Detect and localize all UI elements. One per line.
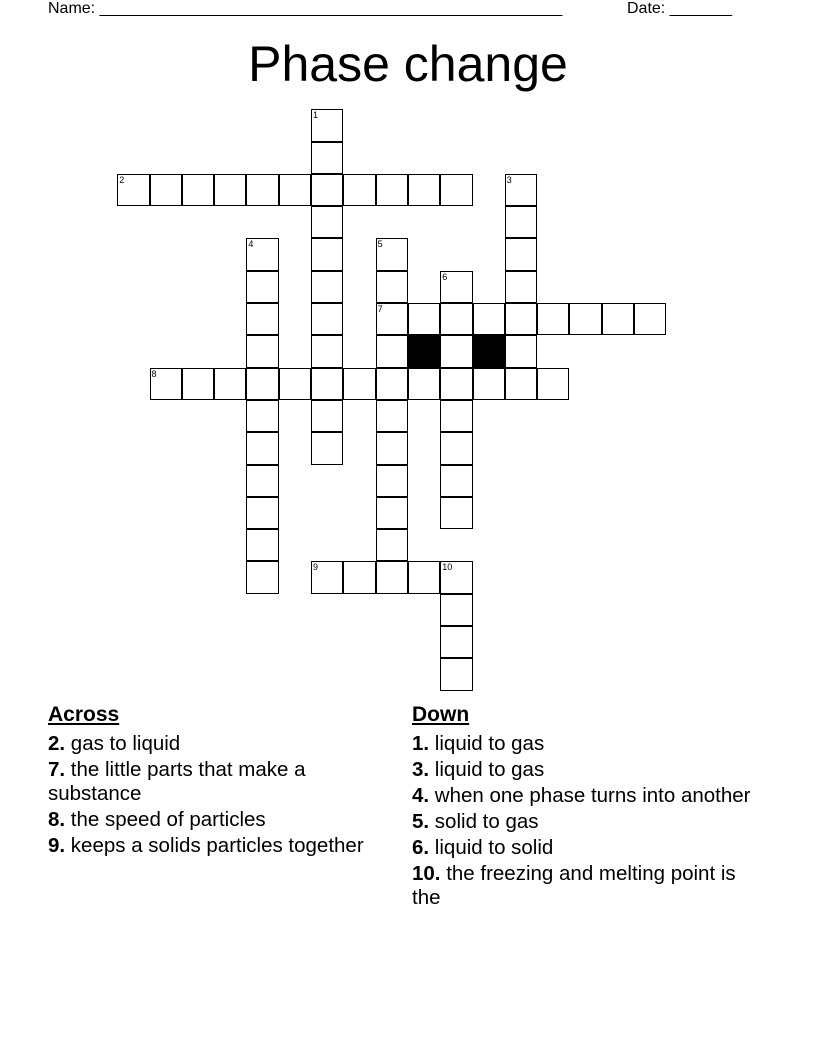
- crossword-cell[interactable]: [408, 303, 440, 335]
- crossword-cell[interactable]: [440, 174, 472, 206]
- crossword-cell[interactable]: [569, 303, 601, 335]
- crossword-cell[interactable]: [537, 368, 569, 400]
- crossword-cell[interactable]: [311, 368, 343, 400]
- crossword-cell[interactable]: [440, 626, 472, 658]
- crossword-cell[interactable]: [246, 335, 278, 367]
- clue-number-label: 10: [442, 562, 453, 573]
- crossword-cell[interactable]: [246, 303, 278, 335]
- crossword-cell[interactable]: [376, 174, 408, 206]
- clue-text: the little parts that make a substance: [48, 758, 306, 805]
- crossword-cell[interactable]: [311, 271, 343, 303]
- crossword-cell[interactable]: [505, 303, 537, 335]
- clue-number: 9.: [48, 834, 66, 857]
- crossword-cell[interactable]: [311, 561, 343, 593]
- across-heading: Across: [48, 703, 120, 726]
- clue-number: 1.: [412, 732, 430, 755]
- crossword-cell[interactable]: [440, 497, 472, 529]
- clue-text: gas to liquid: [65, 732, 181, 755]
- crossword-cell[interactable]: [246, 400, 278, 432]
- crossword-cell[interactable]: [311, 206, 343, 238]
- clue-down-4: [412, 784, 752, 808]
- crossword-cell[interactable]: [440, 561, 472, 593]
- crossword-cell[interactable]: [440, 658, 472, 690]
- clue-number-label: 8: [151, 368, 157, 379]
- crossword-cell[interactable]: [311, 400, 343, 432]
- crossword-cell[interactable]: [440, 465, 472, 497]
- clue-number-label: 3: [506, 174, 512, 185]
- clue-across-2: [48, 732, 378, 756]
- crossword-cell[interactable]: [246, 529, 278, 561]
- clue-number: 2.: [48, 732, 66, 755]
- clue-number: 4.: [412, 784, 430, 807]
- crossword-cell[interactable]: [182, 368, 214, 400]
- crossword-cell[interactable]: [440, 303, 472, 335]
- clue-text: the freezing and melting point is the: [412, 862, 736, 909]
- page-title: Phase change: [248, 36, 568, 92]
- clue-text: liquid to solid: [429, 836, 554, 859]
- clue-text: liquid to gas: [429, 758, 545, 781]
- crossword-cell[interactable]: [376, 465, 408, 497]
- clue-down-5: [412, 810, 752, 834]
- crossword-cell[interactable]: [440, 271, 472, 303]
- crossword-cell[interactable]: [246, 174, 278, 206]
- crossword-cell[interactable]: [505, 238, 537, 270]
- crossword-cell[interactable]: [311, 303, 343, 335]
- clue-number-label: 2: [119, 174, 125, 185]
- crossword-cell[interactable]: [376, 335, 408, 367]
- clue-number-label: 9: [313, 562, 319, 573]
- clue-number: 3.: [412, 758, 430, 781]
- clue-down-1: [412, 732, 752, 756]
- clue-number: 6.: [412, 836, 430, 859]
- crossword-cell[interactable]: [246, 238, 278, 270]
- crossword-cell[interactable]: [246, 271, 278, 303]
- clue-across-7: [48, 758, 378, 806]
- clue-down-3: [412, 758, 752, 782]
- down-clues: [412, 702, 752, 912]
- crossword-cell[interactable]: [279, 174, 311, 206]
- name-field-label: Name: ____________________________________________________: [48, 0, 563, 17]
- clue-text: when one phase turns into another: [429, 784, 751, 807]
- crossword-cell[interactable]: [376, 238, 408, 270]
- date-field-label: Date: _______: [627, 0, 732, 17]
- crossword-cell[interactable]: [440, 335, 472, 367]
- crossword-cell[interactable]: [376, 303, 408, 335]
- crossword-cell[interactable]: [311, 238, 343, 270]
- crossword-cell[interactable]: [311, 142, 343, 174]
- crossword-cell[interactable]: [150, 368, 182, 400]
- crossword-cell[interactable]: [182, 174, 214, 206]
- crossword-cell[interactable]: [376, 400, 408, 432]
- crossword-cell[interactable]: [311, 335, 343, 367]
- crossword-cell[interactable]: [440, 400, 472, 432]
- clue-number: 7.: [48, 758, 66, 781]
- clue-number-label: 1: [313, 110, 319, 121]
- across-clues: [48, 702, 378, 860]
- crossword-cell[interactable]: [279, 368, 311, 400]
- crossword-cell[interactable]: [311, 432, 343, 464]
- clue-text: liquid to gas: [429, 732, 545, 755]
- crossword-cell[interactable]: [343, 174, 375, 206]
- crossword-cell[interactable]: [214, 174, 246, 206]
- clue-number: 8.: [48, 808, 66, 831]
- crossword-cell[interactable]: [505, 368, 537, 400]
- crossword-cell[interactable]: [246, 561, 278, 593]
- crossword-cell[interactable]: [473, 368, 505, 400]
- clue-across-9: [48, 834, 378, 858]
- crossword-cell[interactable]: [246, 465, 278, 497]
- clue-text: the speed of particles: [65, 808, 266, 831]
- crossword-cell[interactable]: [602, 303, 634, 335]
- clue-number: 5.: [412, 810, 430, 833]
- clue-text: solid to gas: [429, 810, 539, 833]
- crossword-cell[interactable]: [376, 561, 408, 593]
- clue-number-label: 4: [248, 239, 254, 250]
- crossword-cell[interactable]: [505, 335, 537, 367]
- crossword-black-cell: [473, 335, 505, 367]
- crossword-cell[interactable]: [408, 174, 440, 206]
- crossword-cell[interactable]: [246, 432, 278, 464]
- crossword-cell[interactable]: [505, 174, 537, 206]
- crossword-cell[interactable]: [376, 529, 408, 561]
- clue-number-label: 5: [377, 239, 383, 250]
- clue-number-label: 6: [442, 271, 448, 282]
- crossword-cell[interactable]: [214, 368, 246, 400]
- crossword-cell[interactable]: [376, 368, 408, 400]
- crossword-cell[interactable]: [634, 303, 666, 335]
- crossword-cell[interactable]: [408, 561, 440, 593]
- crossword-cell[interactable]: [440, 432, 472, 464]
- crossword-cell[interactable]: [376, 432, 408, 464]
- clue-number: 10.: [412, 862, 441, 885]
- crossword-cell[interactable]: [311, 174, 343, 206]
- crossword-cell[interactable]: [246, 497, 278, 529]
- crossword-cell[interactable]: [440, 594, 472, 626]
- crossword-cell[interactable]: [505, 206, 537, 238]
- clue-across-8: [48, 808, 378, 832]
- clue-down-6: [412, 836, 752, 860]
- crossword-cell[interactable]: [311, 109, 343, 141]
- crossword-cell[interactable]: [117, 174, 149, 206]
- crossword-cell[interactable]: [150, 174, 182, 206]
- crossword-black-cell: [408, 335, 440, 367]
- clue-down-10: [412, 862, 752, 910]
- clue-text: keeps a solids particles together: [65, 834, 364, 857]
- crossword-cell[interactable]: [440, 368, 472, 400]
- crossword-cell[interactable]: [246, 368, 278, 400]
- crossword-cell[interactable]: [376, 271, 408, 303]
- crossword-cell[interactable]: [505, 271, 537, 303]
- crossword-cell[interactable]: [376, 497, 408, 529]
- clue-number-label: 7: [377, 304, 383, 314]
- crossword-cell[interactable]: [343, 561, 375, 593]
- crossword-cell[interactable]: [343, 368, 375, 400]
- crossword-cell[interactable]: [537, 303, 569, 335]
- down-heading: Down: [412, 703, 470, 726]
- crossword-cell[interactable]: [408, 368, 440, 400]
- crossword-cell[interactable]: [473, 303, 505, 335]
